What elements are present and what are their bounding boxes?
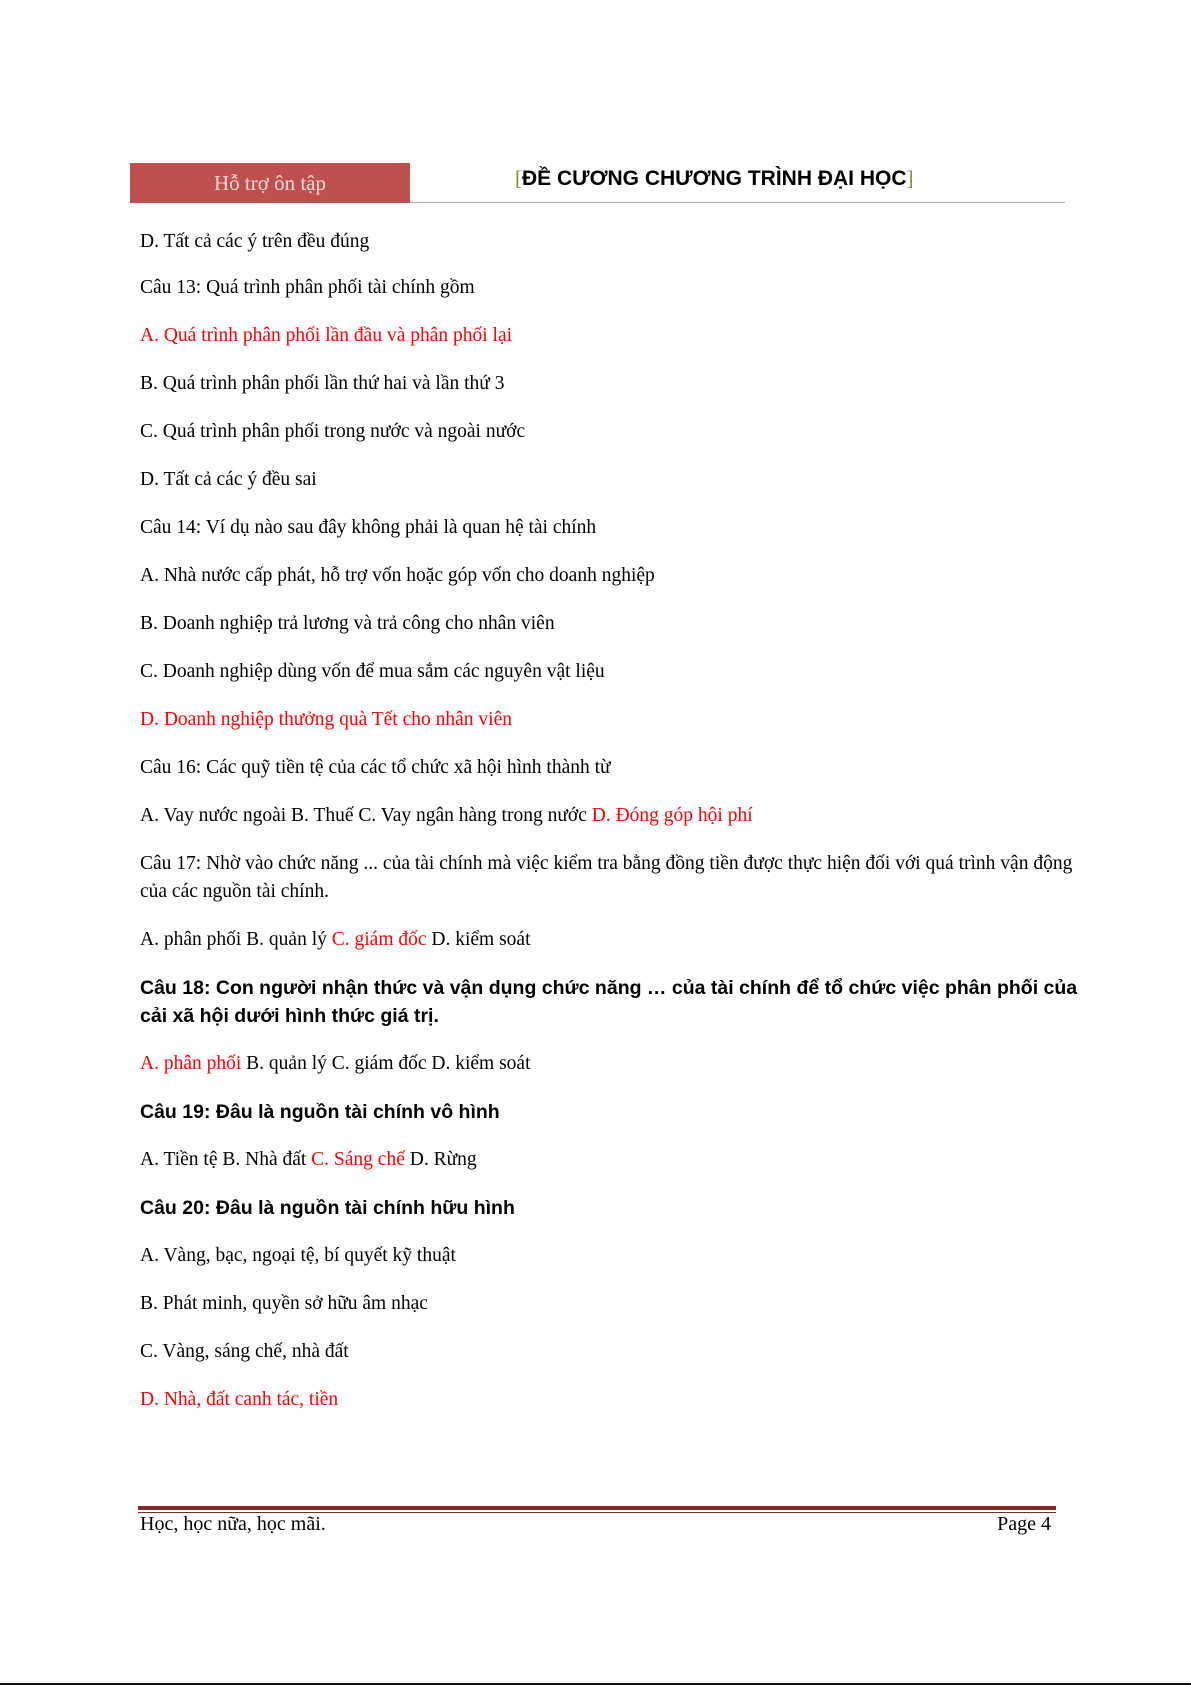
header-tag: Hỗ trợ ôn tập bbox=[130, 163, 410, 203]
q17-options-ab: A. phân phối B. quản lý bbox=[140, 929, 332, 950]
footer-divider-thick bbox=[138, 1506, 1056, 1510]
question-16: Câu 16: Các quỹ tiền tệ của các tổ chức xã hội hình thành từ bbox=[140, 757, 611, 778]
q20-answer-a: A. Vàng, bạc, ngoại tệ, bí quyết kỹ thuật bbox=[140, 1245, 456, 1266]
question-20: Câu 20: Đâu là nguồn tài chính hữu hình bbox=[140, 1197, 515, 1219]
header-title-text: ĐỀ CƯƠNG CHƯƠNG TRÌNH ĐẠI HỌC bbox=[522, 167, 907, 190]
line-d-all-correct: D. Tất cả các ý trên đều đúng bbox=[140, 231, 370, 252]
page-number: Page 4 bbox=[997, 1513, 1051, 1535]
document-body bbox=[140, 228, 1080, 1434]
q16-options-plain: A. Vay nước ngoài B. Thuế C. Vay ngân hàng trong nước bbox=[140, 805, 592, 826]
question-19: Câu 19: Đâu là nguồn tài chính vô hình bbox=[140, 1101, 500, 1123]
q19-option-d: D. Rừng bbox=[404, 1149, 477, 1170]
q14-answer-a: A. Nhà nước cấp phát, hỗ trợ vốn hoặc góp vốn cho doanh nghiệp bbox=[140, 565, 655, 586]
q18-correct-option: A. phân phối bbox=[140, 1053, 242, 1074]
q14-answer-b: B. Doanh nghiệp trả lương và trả công cho nhân viên bbox=[140, 613, 555, 634]
question-18: Câu 18: Con người nhận thức và vận dụng chức năng … của tài chính để tổ chức việc phân phối của cải xã hội dưới hình thức giá trị. bbox=[140, 977, 1078, 1027]
question-17: Câu 17: Nhờ vào chức năng ... của tài chính mà việc kiểm tra bằng đồng tiền được thực hiện đối với quá trình vận động của các nguồn tài chính. bbox=[140, 853, 1073, 902]
q16-options bbox=[140, 802, 1080, 830]
q19-options bbox=[140, 1146, 1080, 1174]
q14-answer-c: C. Doanh nghiệp dùng vốn để mua sắm các nguyên vật liệu bbox=[140, 661, 605, 682]
q20-answer-c: C. Vàng, sáng chế, nhà đất bbox=[140, 1341, 349, 1362]
q19-correct-option: C. Sáng chế bbox=[311, 1149, 405, 1170]
question-13: Câu 13: Quá trình phân phối tài chính gồm bbox=[140, 277, 475, 298]
q18-options-rest: B. quản lý C. giám đốc D. kiểm soát bbox=[241, 1053, 531, 1074]
q17-options bbox=[140, 926, 1080, 954]
q19-options-ab: A. Tiền tệ B. Nhà đất bbox=[140, 1149, 312, 1170]
q20-answer-d: D. Nhà, đất canh tác, tiền bbox=[140, 1389, 339, 1410]
header-bracket-close: ] bbox=[906, 166, 914, 190]
header-bracket-open: [ bbox=[515, 166, 522, 190]
q18-options bbox=[140, 1050, 1080, 1078]
q16-correct-option: D. Đóng góp hội phí bbox=[591, 805, 753, 826]
question-14: Câu 14: Ví dụ nào sau đây không phải là quan hệ tài chính bbox=[140, 517, 597, 538]
footer-motto: Học, học nữa, học mãi. bbox=[140, 1513, 326, 1535]
q13-answer-d: D. Tất cả các ý đều sai bbox=[140, 469, 317, 490]
q14-answer-d: D. Doanh nghiệp thưởng quà Tết cho nhân viên bbox=[140, 709, 512, 730]
header-title bbox=[515, 166, 914, 191]
q13-answer-a: A. Quá trình phân phối lần đầu và phân phối lại bbox=[140, 325, 513, 346]
header-divider bbox=[410, 202, 1065, 203]
q17-option-d: D. kiểm soát bbox=[426, 929, 531, 950]
q17-correct-option: C. giám đốc bbox=[331, 929, 427, 950]
q13-answer-b: B. Quá trình phân phối lần thứ hai và lần thứ 3 bbox=[140, 373, 505, 394]
q20-answer-b: B. Phát minh, quyền sở hữu âm nhạc bbox=[140, 1293, 428, 1314]
q13-answer-c: C. Quá trình phân phối trong nước và ngoài nước bbox=[140, 421, 526, 442]
